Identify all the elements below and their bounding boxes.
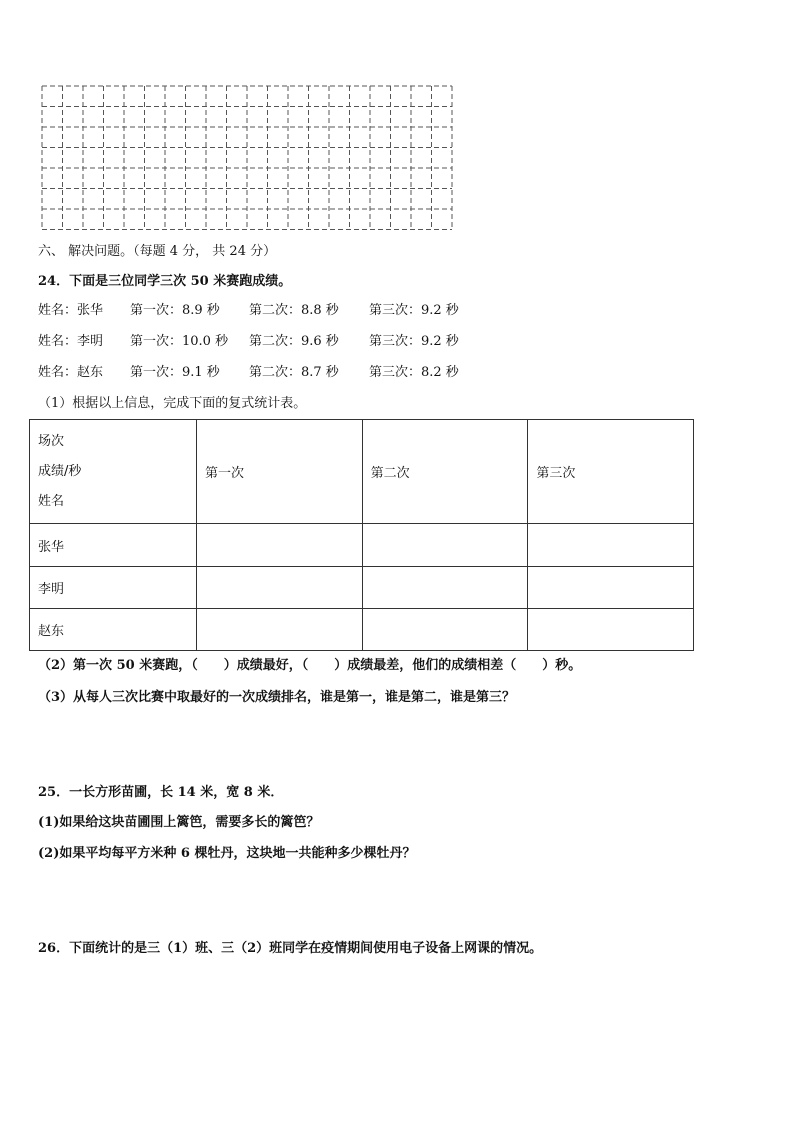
record-name: 姓名：赵东 (38, 365, 104, 380)
record-first: 第一次：8.9 秒 (130, 303, 220, 318)
answer-cell[interactable] (362, 609, 528, 651)
table-header-row (30, 420, 694, 524)
record-name: 姓名：张华 (38, 303, 104, 318)
answer-cell[interactable] (197, 567, 363, 609)
answer-cell[interactable] (197, 524, 363, 567)
record-third: 第三次：9.2 秒 (369, 303, 459, 318)
table-row (30, 609, 694, 651)
corner-label-name: 姓名 (38, 493, 65, 509)
column-header-third: 第三次 (528, 420, 694, 524)
record-first: 第一次：10.0 秒 (130, 334, 229, 349)
question-26-title: 26．下面统计的是三（1）班、三（2）班同学在疫情期间使用电子设备上网课的情况。 (38, 941, 543, 956)
answer-cell[interactable] (362, 524, 528, 567)
section-heading: 六、 解决问题。（每题 4 分， 共 24 分） (38, 244, 277, 259)
answer-cell[interactable] (362, 567, 528, 609)
dashed-square-grid (40, 84, 454, 232)
question-24-part-3: （3）从每人三次比赛中取最好的一次成绩排名，谁是第一，谁是第二，谁是第三？ (38, 690, 516, 705)
record-third: 第三次：9.2 秒 (369, 334, 459, 349)
column-header-second: 第二次 (362, 420, 528, 524)
answer-cell[interactable] (197, 609, 363, 651)
record-second: 第二次：9.6 秒 (249, 334, 339, 349)
statistics-table (29, 419, 694, 651)
corner-label-session: 场次 (38, 433, 65, 449)
question-25-title: 25．一长方形苗圃，长 14 米，宽 8 米． (38, 785, 284, 800)
table-corner-cell (30, 420, 197, 524)
question-25-part-2: (2)如果平均每平方米种 6 棵牡丹，这块地一共能种多少棵牡丹？ (38, 846, 416, 861)
question-24-part-1: （1）根据以上信息，完成下面的复式统计表。 (38, 396, 307, 411)
question-25-part-1: (1)如果给这块苗圃围上篱笆，需要多长的篱笆？ (38, 815, 320, 830)
record-second: 第二次：8.7 秒 (249, 365, 339, 380)
question-24-part-2: （2）第一次 50 米赛跑，（ ）成绩最好，（ ）成绩最差，他们的成绩相差（ ）秒。 (38, 658, 582, 673)
answer-cell[interactable] (528, 609, 694, 651)
record-third: 第三次：8.2 秒 (369, 365, 459, 380)
table-row (30, 524, 694, 567)
row-header: 赵东 (30, 609, 197, 651)
table-row (30, 567, 694, 609)
record-first: 第一次：9.1 秒 (130, 365, 220, 380)
column-header-first: 第一次 (197, 420, 363, 524)
row-header: 张华 (30, 524, 197, 567)
record-name: 姓名：李明 (38, 334, 104, 349)
question-24-title: 24．下面是三位同学三次 50 米赛跑成绩。 (38, 274, 292, 289)
record-second: 第二次：8.8 秒 (249, 303, 339, 318)
answer-cell[interactable] (528, 524, 694, 567)
corner-label-score: 成绩/秒 (38, 463, 82, 479)
answer-cell[interactable] (528, 567, 694, 609)
row-header: 李明 (30, 567, 197, 609)
